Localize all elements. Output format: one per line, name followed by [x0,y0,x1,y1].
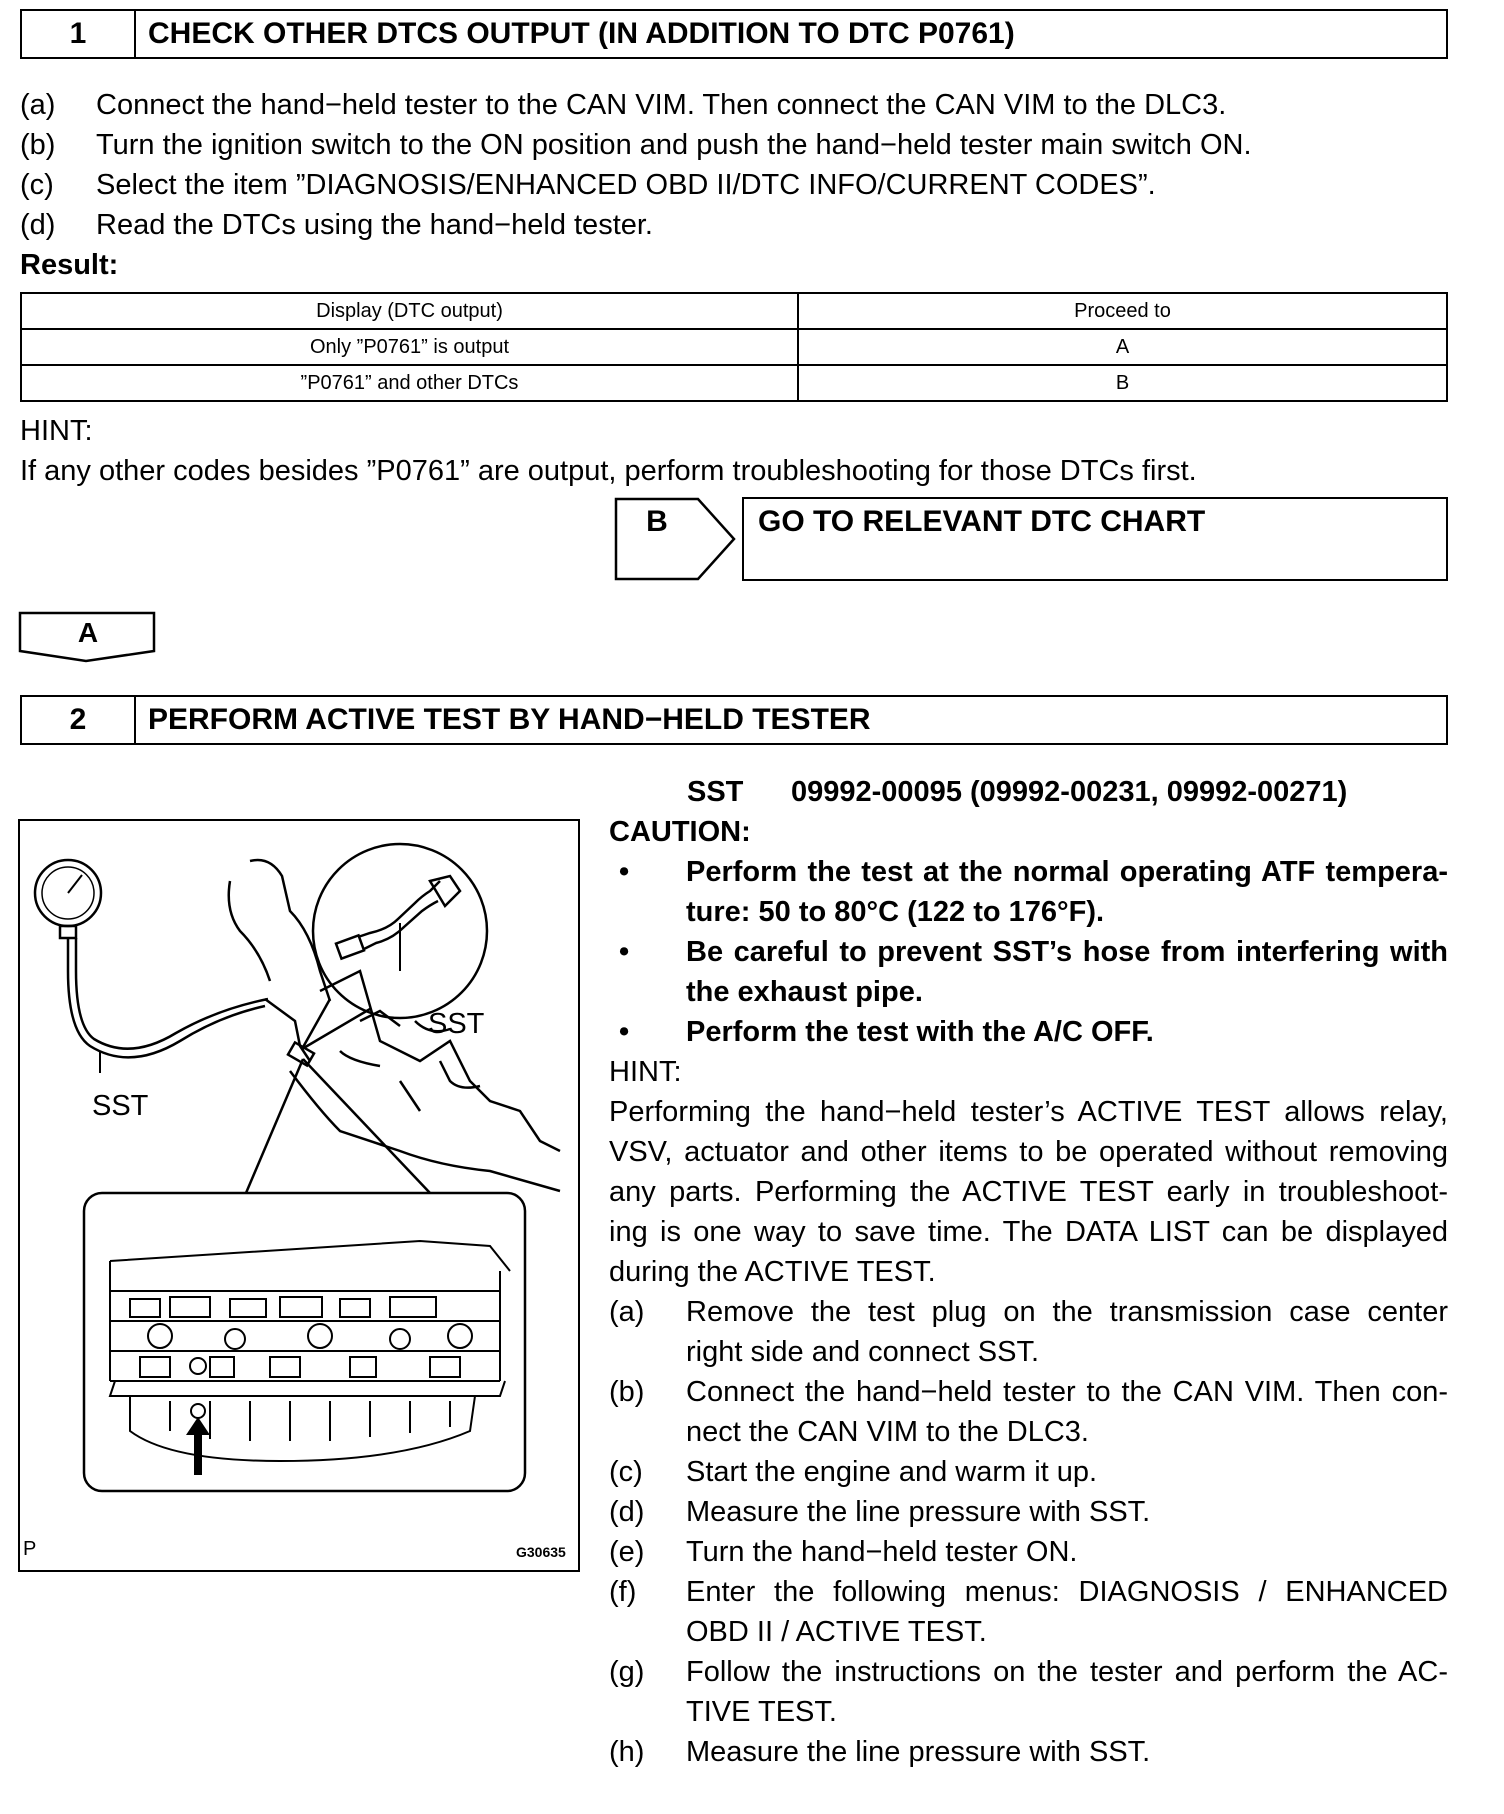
hint-line: Performing the hand−held tester’s ACTIVE TEST allows relay, [609,1096,1448,1128]
table-header-row [21,293,1447,329]
step-title: CHECK OTHER DTCS OUTPUT (IN ADDITION TO DTC P0761) [148,17,1015,50]
table-cell: Only ”P0761” is output [21,329,798,365]
instruction-line: (a) Connect the hand−held tester to the CAN VIM. Then connect the CAN VIM to the DLC3. [20,89,1227,121]
figure-id: G30635 [516,1544,566,1560]
caution-item: • Perform the test at the normal operating ATF tempera- ture: 50 to 80°C (122 to 176°F). [619,856,1448,928]
procedure-step: (f) Enter the following menus: DIAGNOSIS / ENHANCED OBD II / ACTIVE TEST. [609,1576,1448,1648]
procedure-step: (c) Start the engine and warm it up. [609,1456,1098,1488]
branch-a-letter: A [77,617,99,648]
branch-a-arrow [18,611,158,663]
hint-line: VSV, actuator and other items to be operated without removing [609,1136,1448,1168]
table-row [21,365,1447,401]
procedure-step: (b) Connect the hand−held tester to the CAN VIM. Then con- nect the CAN VIM to the DLC3. [609,1376,1448,1448]
sst-number: 09992-00095 (09992-00231, 09992-00271) [791,776,1348,808]
up-arrow-icon [186,1417,210,1475]
instruction-line: (b) Turn the ignition switch to the ON position and push the hand−held tester main switch ON. [20,129,1252,161]
sst-right-label: SST [428,1008,485,1040]
branch-b-text: GO TO RELEVANT DTC CHART [758,505,1206,538]
procedure-step: (a) Remove the test plug on the transmission case center right side and connect SST. [609,1296,1448,1368]
sst-left-label: SST [92,1090,149,1122]
caution-label: CAUTION: [609,816,751,848]
table-cell: B [798,365,1447,401]
branch-b-arrow [614,497,738,581]
step-2-header [20,695,1448,745]
hint-label: HINT: [20,415,93,447]
step-number: 2 [22,697,136,743]
result-label: Result: [20,249,119,281]
branch-b-box [742,497,1448,581]
step-1-header [20,9,1448,59]
hint-line: during the ACTIVE TEST. [609,1256,936,1288]
table-cell: ”P0761” and other DTCs [21,365,798,401]
table-cell: A [798,329,1447,365]
table-header: Display (DTC output) [21,293,798,329]
instruction-line: (d) Read the DTCs using the hand−held tester. [20,209,653,241]
caution-item: • Perform the test with the A/C OFF. [619,1016,1154,1048]
procedure-step: (h) Measure the line pressure with SST. [609,1736,1151,1768]
figure-illustration [18,819,580,1572]
result-table [20,292,1448,402]
hint-label: HINT: [609,1056,682,1088]
procedure-step: (d) Measure the line pressure with SST. [609,1496,1151,1528]
hint-text: If any other codes besides ”P0761” are output, perform troubleshooting for those DTCs first. [20,455,1197,487]
step-title: PERFORM ACTIVE TEST BY HAND−HELD TESTER [148,703,871,736]
branch-b-letter: B [646,505,668,538]
procedure-step: (g) Follow the instructions on the tester and perform the AC- TIVE TEST. [609,1656,1448,1728]
transmission-diagram [20,821,578,1570]
table-row [21,329,1447,365]
sst-line [687,772,1347,812]
corner-label: P [23,1538,37,1560]
table-header: Proceed to [798,293,1447,329]
hint-line: any parts. Performing the ACTIVE TEST early in troubleshoot- [609,1176,1448,1208]
procedure-step: (e) Turn the hand−held tester ON. [609,1536,1078,1568]
step-number: 1 [22,11,136,57]
hint-line: ing is one way to save time. The DATA LIST can be displayed [609,1216,1448,1248]
caution-item: • Be careful to prevent SST’s hose from interfering with the exhaust pipe. [619,936,1448,1008]
sst-label: SST [687,776,744,808]
instruction-line: (c) Select the item ”DIAGNOSIS/ENHANCED OBD II/DTC INFO/CURRENT CODES”. [20,169,1156,201]
